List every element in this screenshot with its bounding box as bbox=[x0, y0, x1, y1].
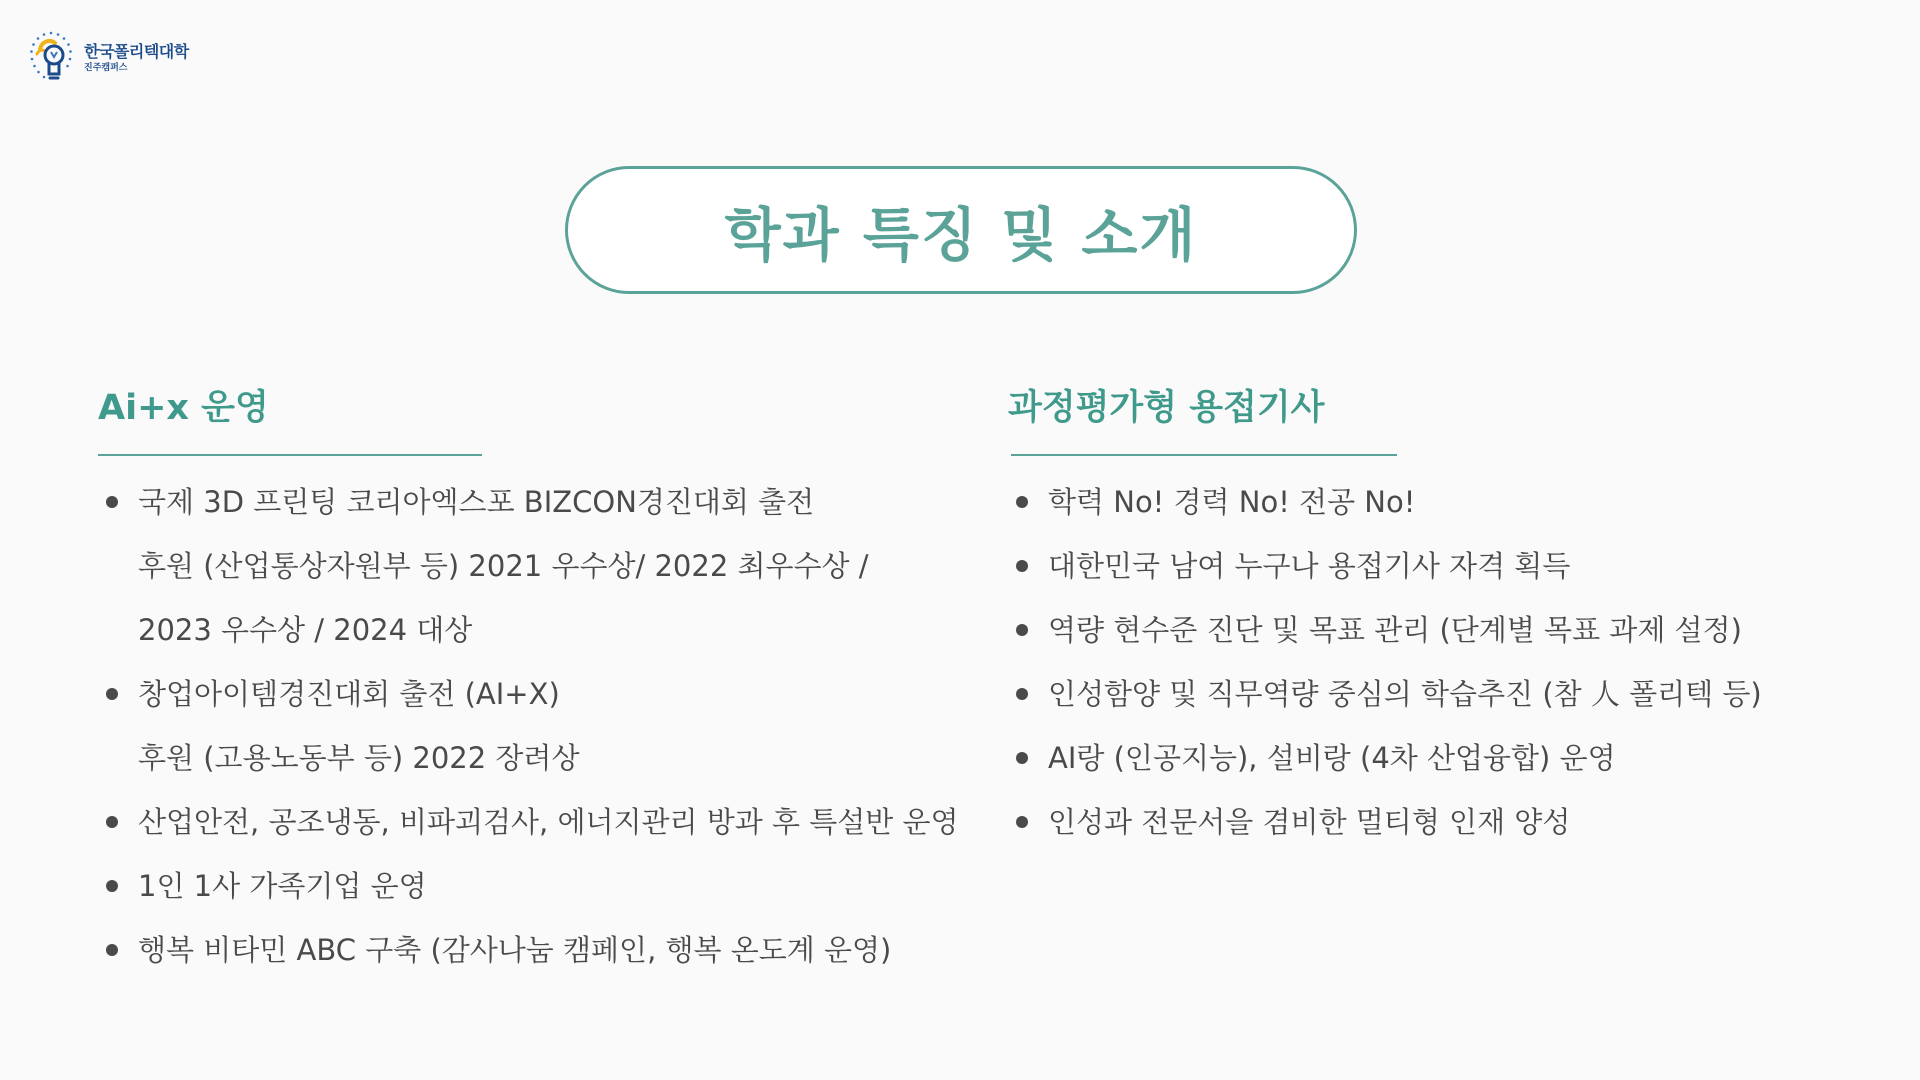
list-item-text: AI랑 (인공지능), 설비랑 (4차 산업융합) 운영 bbox=[1048, 741, 1616, 775]
bullet-dot-icon bbox=[106, 688, 118, 700]
list-item-line bbox=[98, 790, 958, 854]
list-item-text: 인성과 전문서을 겸비한 멀티형 인재 양성 bbox=[1048, 805, 1571, 839]
right-column bbox=[1008, 380, 1868, 854]
list-item-text: 학력 No! 경력 No! 전공 No! bbox=[1048, 485, 1416, 519]
college-logo[interactable] bbox=[24, 30, 189, 88]
list-item-line bbox=[98, 726, 958, 790]
logo-campus: 진주캠퍼스 bbox=[84, 63, 128, 74]
list-item-line bbox=[1008, 726, 1868, 790]
right-list-item-2 bbox=[1008, 534, 1868, 598]
left-column bbox=[98, 380, 958, 982]
bullet-dot-icon bbox=[1016, 624, 1028, 636]
bullet-dot-icon bbox=[106, 944, 118, 956]
bullet-dot-icon bbox=[106, 880, 118, 892]
list-item-text: 역량 현수준 진단 및 목표 관리 (단계별 목표 과제 설정) bbox=[1048, 613, 1742, 647]
list-item-line bbox=[1008, 470, 1868, 534]
list-item-text: 대한민국 남여 누구나 용접기사 자격 획득 bbox=[1048, 549, 1571, 583]
list-item-line bbox=[98, 662, 958, 726]
left-list-item-4 bbox=[98, 854, 958, 918]
left-list-item-3 bbox=[98, 790, 958, 854]
left-list-item-5 bbox=[98, 918, 958, 982]
right-list-item-1 bbox=[1008, 470, 1868, 534]
list-item-text: 산업안전, 공조냉동, 비파괴검사, 에너지관리 방과 후 특설반 운영 bbox=[138, 805, 959, 839]
list-item-text: 창업아이템경진대회 출전 (AI+X) bbox=[138, 677, 560, 711]
left-item-list bbox=[98, 470, 958, 982]
right-list-item-4 bbox=[1008, 662, 1868, 726]
list-item-text: 1인 1사 가족기업 운영 bbox=[138, 869, 427, 903]
list-item-line bbox=[1008, 662, 1868, 726]
left-column-divider bbox=[98, 454, 482, 456]
list-item-text: 2023 우수상 / 2024 대상 bbox=[138, 613, 473, 647]
left-column-heading: Ai+x 운영 bbox=[98, 388, 269, 428]
list-item-line bbox=[1008, 534, 1868, 598]
list-item-line bbox=[98, 918, 958, 982]
list-item-line bbox=[98, 854, 958, 918]
list-item-line bbox=[98, 470, 958, 534]
bullet-dot-icon bbox=[1016, 816, 1028, 828]
logo-text bbox=[84, 44, 189, 73]
polytech-lightbulb-logo-icon bbox=[24, 30, 78, 88]
right-column-divider bbox=[1011, 454, 1397, 456]
right-column-heading: 과정평가형 용접기사 bbox=[1008, 388, 1325, 428]
bullet-dot-icon bbox=[1016, 752, 1028, 764]
page-title: 학과 특징 및 소개 bbox=[724, 201, 1198, 269]
logo-name: 한국폴리텍대학 bbox=[84, 42, 189, 62]
bullet-dot-icon bbox=[106, 816, 118, 828]
list-item-text: 행복 비타민 ABC 구축 (감사나눔 캠페인, 행복 온도계 운영) bbox=[138, 933, 892, 967]
title-pill bbox=[565, 166, 1357, 294]
left-list-item-1 bbox=[98, 470, 958, 662]
right-list-item-6 bbox=[1008, 790, 1868, 854]
right-list-item-3 bbox=[1008, 598, 1868, 662]
list-item-line bbox=[98, 534, 958, 598]
list-item-line bbox=[1008, 598, 1868, 662]
list-item-text: 후원 (산업통상자원부 등) 2021 우수상/ 2022 최우수상 / bbox=[138, 549, 869, 583]
right-item-list bbox=[1008, 470, 1868, 854]
list-item-text: 국제 3D 프린팅 코리아엑스포 BIZCON경진대회 출전 bbox=[138, 485, 815, 519]
list-item-text: 인성함양 및 직무역량 중심의 학습추진 (참 人 폴리텍 등) bbox=[1048, 677, 1762, 711]
list-item-line bbox=[1008, 790, 1868, 854]
list-item-line bbox=[98, 598, 958, 662]
bullet-dot-icon bbox=[106, 496, 118, 508]
list-item-text: 후원 (고용노동부 등) 2022 장려상 bbox=[138, 741, 580, 775]
bullet-dot-icon bbox=[1016, 688, 1028, 700]
right-list-item-5 bbox=[1008, 726, 1868, 790]
bullet-dot-icon bbox=[1016, 560, 1028, 572]
bullet-dot-icon bbox=[1016, 496, 1028, 508]
left-list-item-2 bbox=[98, 662, 958, 790]
